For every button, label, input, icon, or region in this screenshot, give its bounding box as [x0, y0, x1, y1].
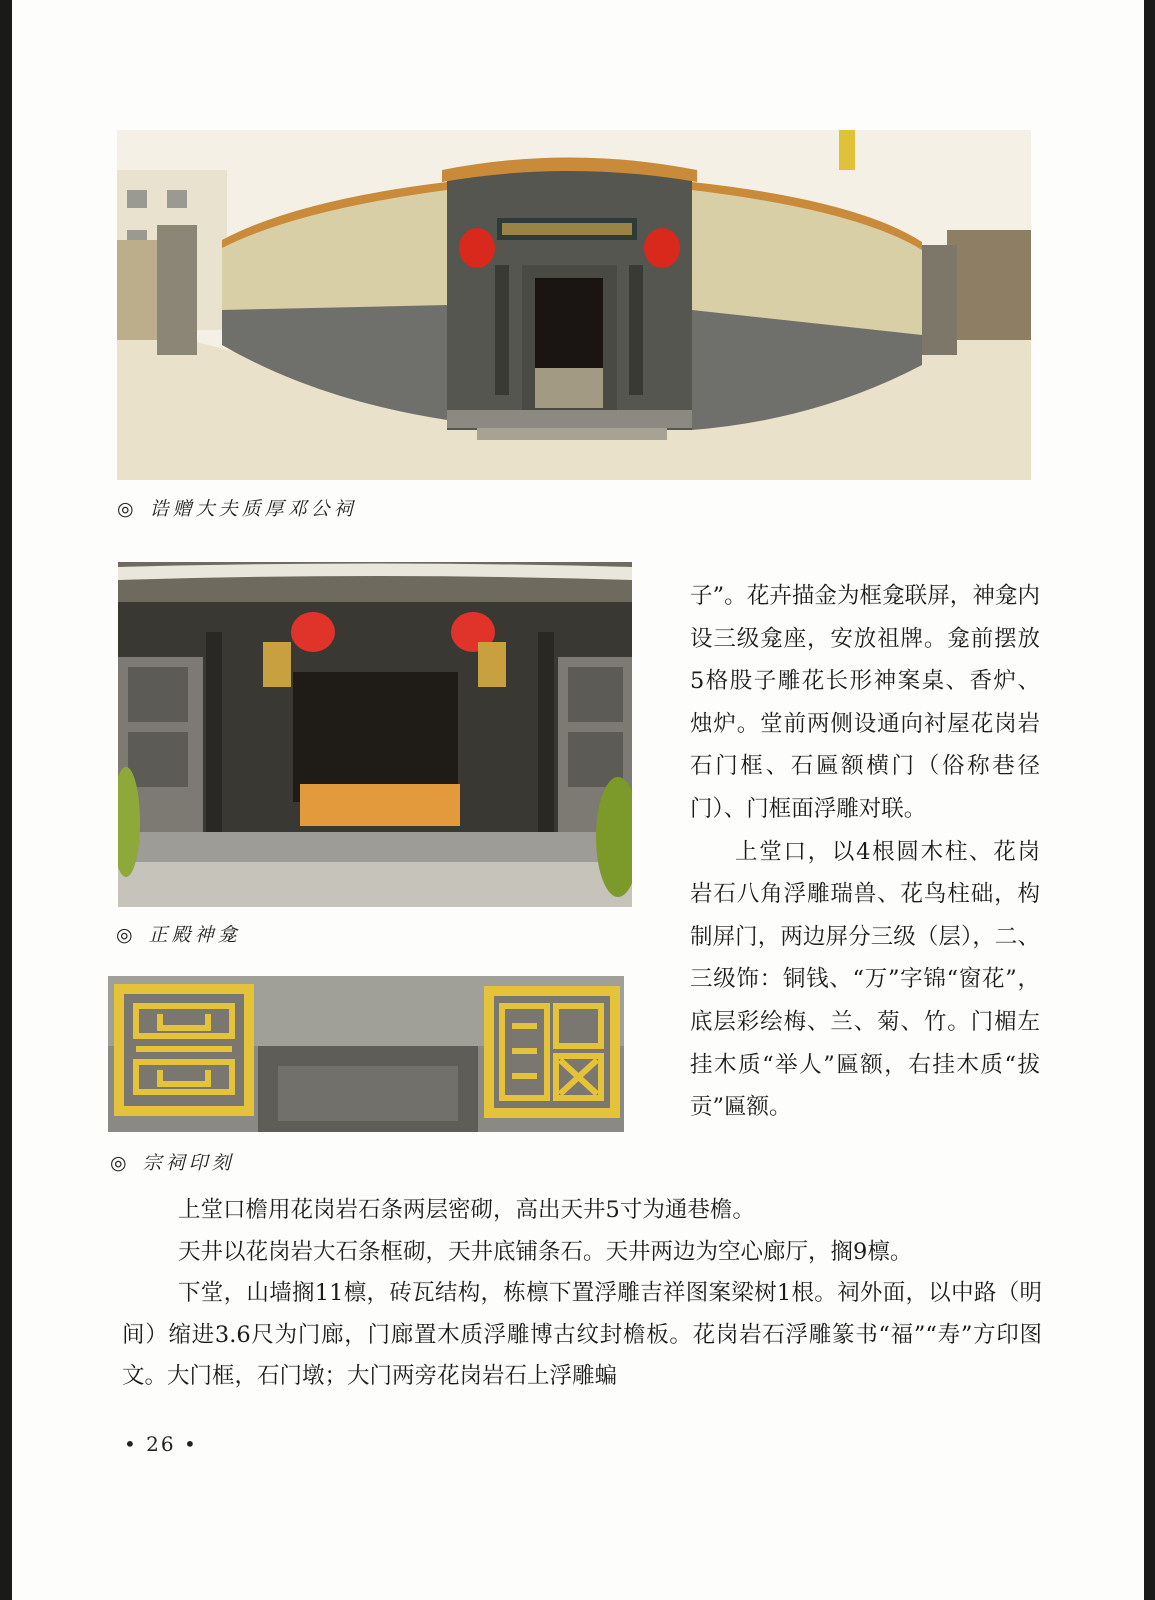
figure-caption-1: ◎ 诰赠大夫质厚邓公祠 [117, 498, 357, 520]
main-hall-shrine-photo [118, 562, 632, 907]
caption-text: 宗祠印刻 [142, 1152, 235, 1174]
figure-caption-3: ◎ 宗祠印刻 [110, 1152, 235, 1174]
body-paragraph-3: 下堂，山墙搁11檩，砖瓦结构，栋檩下置浮雕吉祥图案梁树1根。祠外面，以中路（明间）缩进3.6尺为门廊，门廊置木质浮雕博古纹封檐板。花岗岩石浮雕篆书“福”“寿”方印图文。大门框，石门墩；大门两旁花岗岩石上浮雕蝙 [122, 1280, 1042, 1389]
column-paragraph-2: 上堂口，以4根圆木柱、花岗岩石八角浮雕瑞兽、花鸟柱础，构制屏门，两边屏分三级（层），二、三级饰：铜钱、“万”字锦“窗花”，底层彩绘梅、兰、菊、竹。门楣左挂木质“举人”匾额，右挂木质“拔贡”匾额。 [690, 838, 1040, 1121]
book-page [12, 0, 1144, 1600]
body-paragraph-2: 天井以花岗岩大石条框砌，天井底铺条石。天井两边为空心廊厅，搁9檩。 [178, 1238, 913, 1265]
column-paragraph-1: 子”。花卉描金为框龛联屏，神龛内设三级龛座，安放祖牌。龛前摆放5格股子雕花长形神案桌、香炉、烛炉。堂前两侧设通向衬屋花岗岩石门框、石匾额横门（俗称巷径门）、门框面浮雕对联。 [690, 583, 1040, 822]
caption-text: 诰赠大夫质厚邓公祠 [149, 498, 357, 520]
page-number: • 26 • [124, 1432, 198, 1456]
figure-caption-2: ◎ 正殿神龛 [116, 924, 241, 946]
caption-text: 正殿神龛 [148, 924, 241, 946]
body-paragraph-1: 上堂口檐用花岗岩石条两层密砌，高出天井5寸为通巷檐。 [178, 1197, 755, 1223]
seal-carving-photo [108, 976, 624, 1132]
right-column-text [690, 575, 1040, 1129]
ancestral-hall-facade-photo [117, 130, 1031, 480]
body-text [122, 1190, 1042, 1398]
